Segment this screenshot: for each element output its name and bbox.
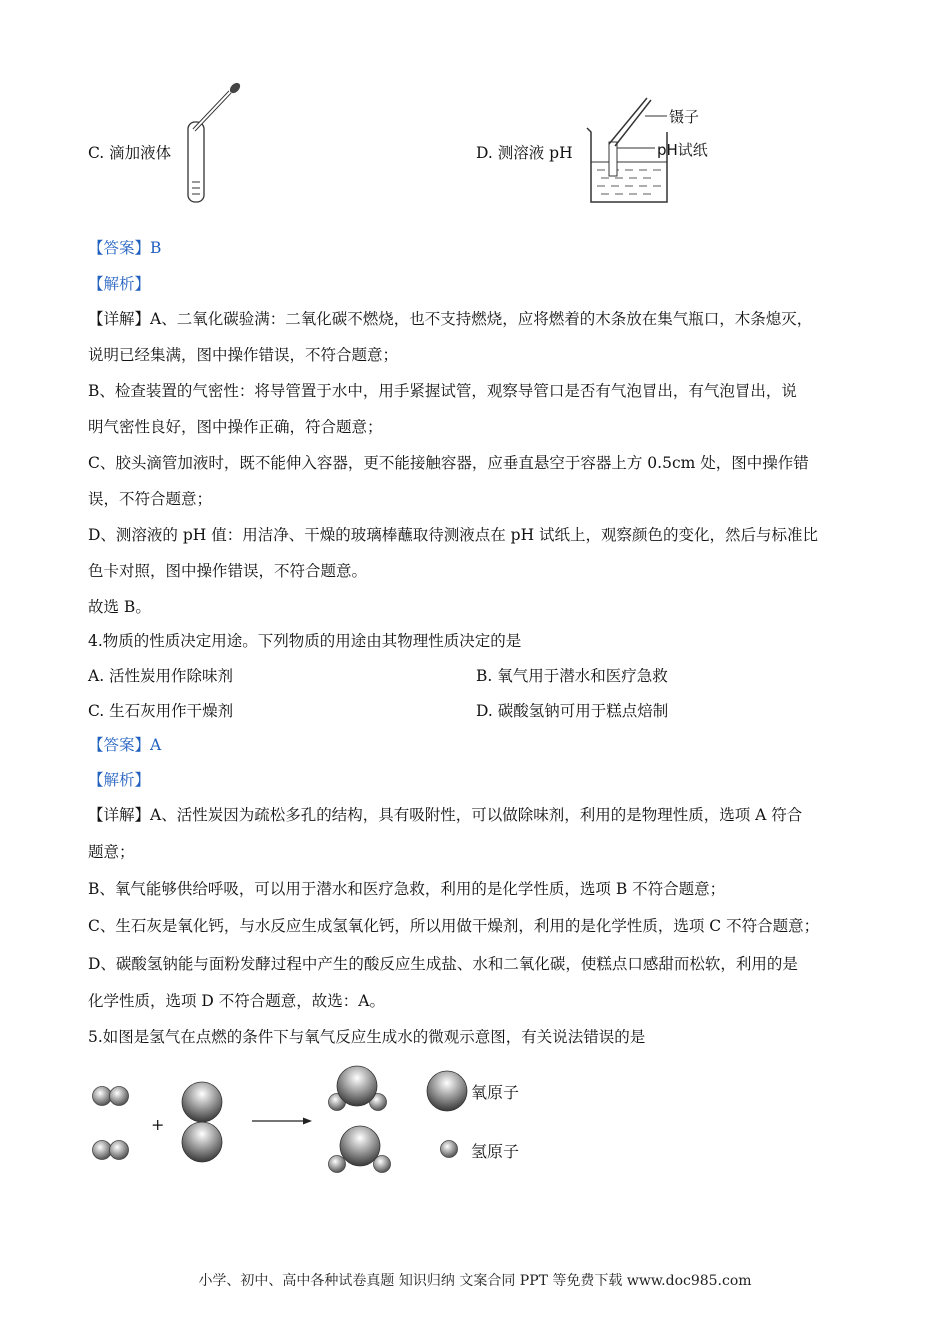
- q4-option-a: A. 活性炭用作除味剂: [88, 667, 234, 685]
- q3-detail-line: 说明已经集满，图中操作错误，不符合题意；: [88, 346, 399, 364]
- q4-answer: 【答案】A: [88, 736, 162, 754]
- q4-option-d: D. 碳酸氢钠可用于糕点焙制: [476, 702, 669, 720]
- q4-option-c: C. 生石灰用作干燥剂: [88, 702, 234, 720]
- dropper-test-tube-illustration: [180, 82, 250, 207]
- plus-sign: +: [151, 1115, 165, 1134]
- q3-detail-line: B、检查装置的气密性：将导管置于水中，用手紧握试管，观察导管口是否有气泡冒出，有气泡冒出，说: [88, 382, 797, 400]
- q4-detail-line: C、生石灰是氧化钙，与水反应生成氢氧化钙，所以用做干燥剂，利用的是化学性质，选项 C 不符合题意；: [88, 917, 820, 935]
- page-footer: 小学、初中、高中各种试卷真题 知识归纳 文案合同 PPT 等免费下载 www.doc985.com: [198, 1273, 752, 1289]
- q4-option-b: B. 氧气用于潜水和医疗急救: [476, 667, 668, 685]
- q3-detail-line: 色卡对照，图中操作错误，不符合题意。: [88, 562, 368, 580]
- reaction-diagram: [80, 1058, 460, 1183]
- q4-detail-line: 化学性质，选项 D 不符合题意，故选：A。: [88, 992, 385, 1010]
- ph-paper-callout: pH试纸: [657, 141, 708, 159]
- tweezers-callout: 镊子: [669, 108, 700, 126]
- legend-oxygen-label: 氧原子: [471, 1083, 520, 1102]
- q3-detail-line: C、胶头滴管加液时，既不能伸入容器，更不能接触容器，应垂直悬空于容器上方 0.5cm 处，图中操作错: [88, 454, 809, 472]
- q4-detail-line: D、碳酸氢钠能与面粉发酵过程中产生的酸反应生成盐、水和二氧化碳，使糕点口感甜而松软，利用的是: [88, 955, 798, 973]
- q4-detail-line: B、氧气能够供给呼吸，可以用于潜水和医疗急救，利用的是化学性质，选项 B 不符合题意；: [88, 880, 726, 898]
- q3-analysis-title: 【解析】: [88, 275, 151, 293]
- q3-detail-line: 【详解】A、二氧化碳验满：二氧化碳不燃烧，也不支持燃烧，应将燃着的木条放在集气瓶口，木条熄灭，: [88, 310, 813, 328]
- legend-hydrogen-label: 氢原子: [471, 1142, 520, 1161]
- q3-answer: 【答案】B: [88, 239, 162, 257]
- q4-detail-line: 【详解】A、活性炭因为疏松多孔的结构，具有吸附性，可以做除味剂，利用的是物理性质，选项 A 符合: [88, 806, 803, 824]
- q3-option-c: C. 滴加液体: [88, 144, 172, 162]
- q4-detail-line: 题意；: [88, 843, 135, 861]
- q3-detail-line: 误，不符合题意；: [88, 490, 213, 508]
- q4-analysis-title: 【解析】: [88, 771, 151, 789]
- q3-detail-line: 明气密性良好，图中操作正确，符合题意；: [88, 418, 383, 436]
- q4-stem: 4.物质的性质决定用途。下列物质的用途由其物理性质决定的是: [88, 632, 522, 650]
- q5-stem: 5.如图是氢气在点燃的条件下与氧气反应生成水的微观示意图，有关说法错误的是: [88, 1028, 646, 1046]
- q3-detail-line: D、测溶液的 pH 值：用洁净、干燥的玻璃棒蘸取待测液点在 pH 试纸上，观察颜色的变化，然后与标准比: [88, 526, 819, 544]
- q3-option-d: D. 测溶液 pH: [476, 144, 573, 162]
- q3-conclusion: 故选 B。: [88, 598, 151, 616]
